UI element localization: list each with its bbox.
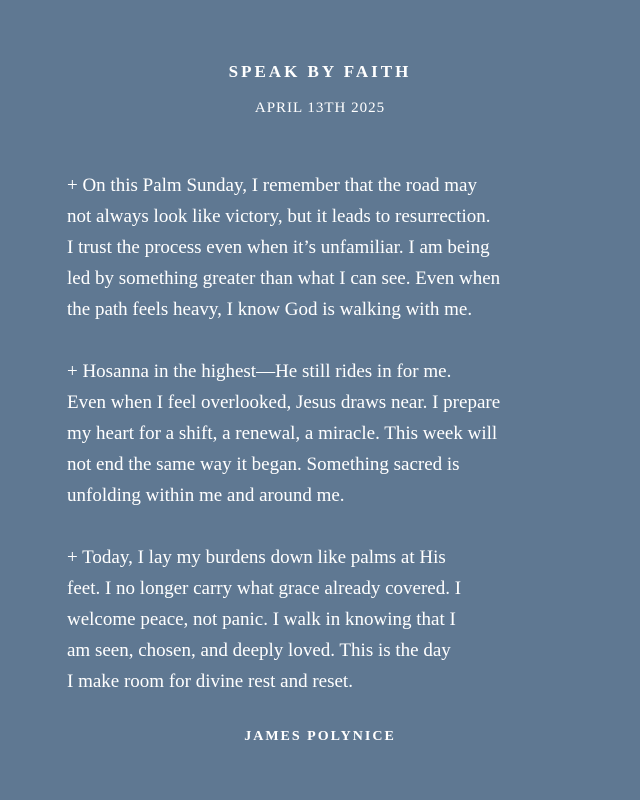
paragraph-line: Even when I feel overlooked, Jesus draws near. I prepare	[67, 392, 501, 413]
affirmation-body	[67, 170, 607, 728]
paragraph-line: + Today, I lay my burdens down like palms at His	[67, 547, 446, 568]
paragraph-line: + On this Palm Sunday, I remember that the road may	[67, 175, 477, 196]
paragraph-line: the path feels heavy, I know God is walking with me.	[67, 299, 473, 320]
affirmation-paragraph-3	[67, 542, 607, 697]
paragraph-line: not end the same way it began. Something sacred is	[67, 454, 460, 475]
affirmation-paragraph-2	[67, 356, 607, 511]
paragraph-line: not always look like victory, but it leads to resurrection.	[67, 206, 491, 227]
date-label: APRIL 13TH 2025	[254, 100, 386, 116]
paragraph-line: unfolding within me and around me.	[67, 485, 345, 506]
paragraph-line: I trust the process even when it’s unfamiliar. I am being	[67, 237, 490, 258]
paragraph-line: my heart for a shift, a renewal, a miracle. This week will	[67, 423, 498, 444]
author-signature: JAMES POLYNICE	[244, 729, 396, 744]
paragraph-line: welcome peace, not panic. I walk in knowing that I	[67, 609, 456, 630]
affirmation-paragraph-1	[67, 170, 607, 325]
paragraph-line: + Hosanna in the highest—He still rides in for me.	[67, 361, 452, 382]
paragraph-line: am seen, chosen, and deeply loved. This is the day	[67, 640, 451, 661]
paragraph-line: led by something greater than what I can see. Even when	[67, 268, 501, 289]
paragraph-line: I make room for divine rest and reset.	[67, 671, 353, 692]
paragraph-line: feet. I no longer carry what grace already covered. I	[67, 578, 462, 599]
page-title: SPEAK BY FAITH	[228, 62, 412, 81]
